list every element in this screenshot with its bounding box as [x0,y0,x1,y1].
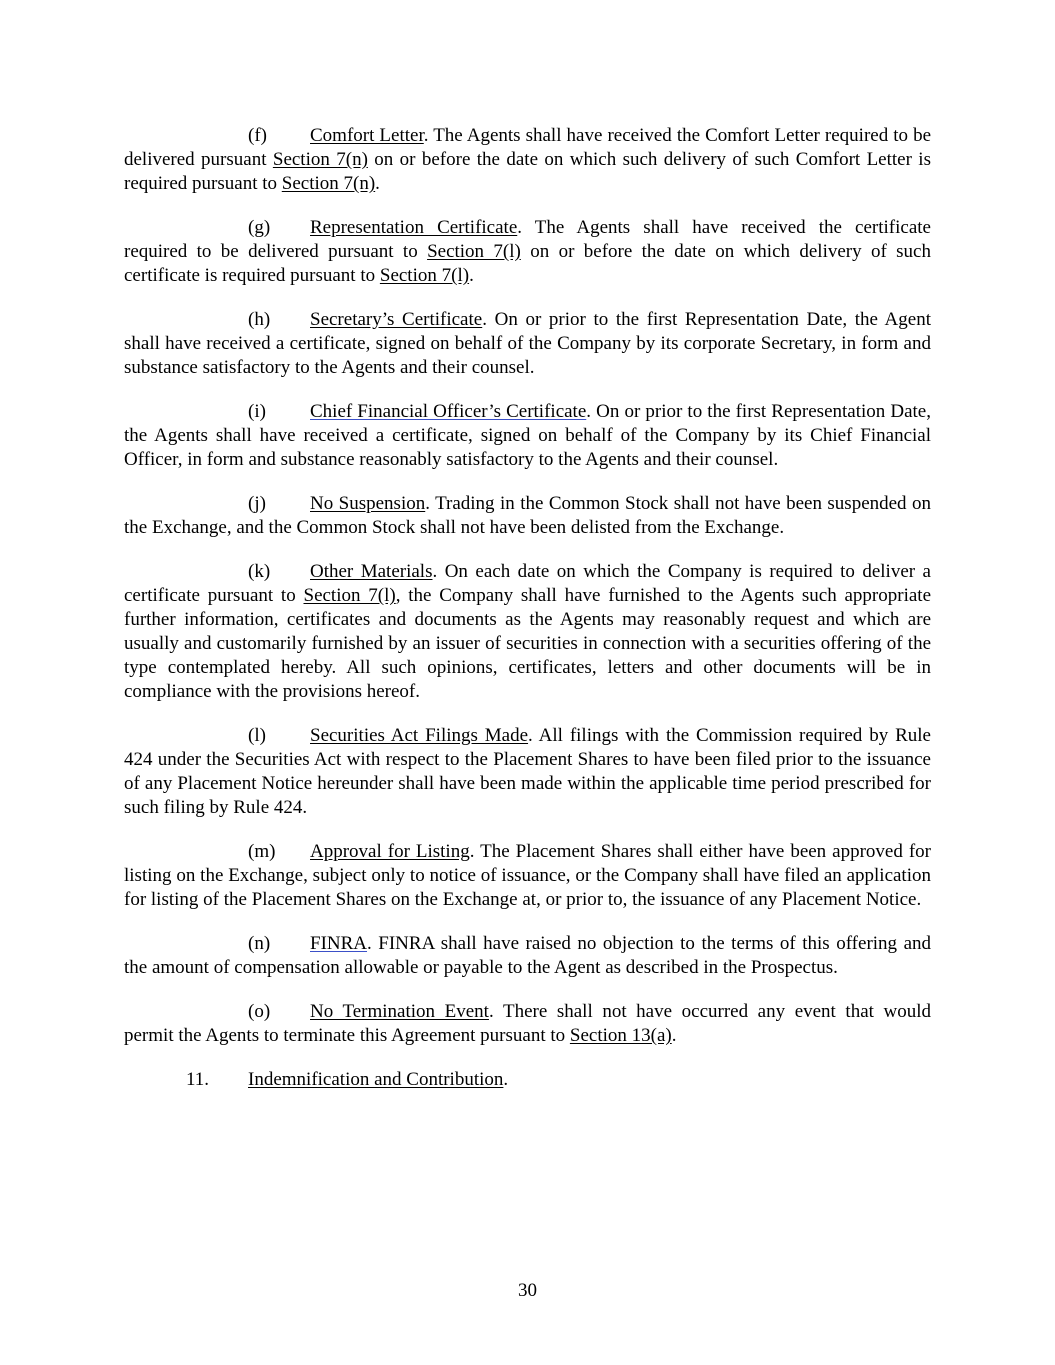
body-text: . [671,1025,677,1046]
subsection-heading: Secretary’s Certificate [310,309,483,330]
subsection-paragraph [124,124,931,196]
subsection-label: (f) [248,125,267,146]
subsection-paragraph [124,724,931,820]
subsection-label: (j) [248,493,266,514]
subsection-label: (n) [248,933,271,954]
body-text: on or before the date on which delivery of such certificate is required pursuant to [124,241,931,286]
section-title-suffix: . [503,1069,509,1090]
subsection-heading: Comfort Letter [310,125,424,146]
body-text: . The Agents shall have received the certificate required to be delivered pursuant to [124,217,931,262]
subsection-label: (m) [248,841,276,862]
subsection-heading: Representation Certificate [310,217,518,238]
section-number: 11. [186,1069,210,1090]
body-text: . FINRA shall have raised no objection to the terms of this offering and the amount of compensation allowable or payable to the Agent as described in the Prospectus. [124,933,931,978]
subsection-heading: Chief Financial Officer’s Certificate [310,401,587,422]
subsection-heading: Securities Act Filings Made [310,725,529,746]
subsection-paragraph [124,840,931,912]
page-number: 30 [518,1280,537,1301]
section-heading [186,1068,931,1092]
subsection-heading: Approval for Listing [310,841,470,862]
subsection-list [124,124,931,1048]
body-text: . [375,173,380,194]
body-text: , the Company shall have furnished to the Agents such appropriate further information, certificates and documents as the Agents may reasonably request and which are usually and customarily furnished by an issuer of securities in connection with a securities offering of the type contemplated hereby. All such opinions, certificates, letters and other documents will be in compliance with the provisions hereof. [124,585,931,702]
section-reference: Section 7(n) [272,149,368,170]
subsection-paragraph [124,216,931,288]
subsection-label: (h) [248,309,271,330]
subsection-label: (l) [248,725,266,746]
body-text: on or before the date on which such delivery of such Comfort Letter is required pursuant to [124,149,931,194]
subsection-paragraph [124,492,931,540]
body-text: . [469,265,474,286]
body-text: . On each date on which the Company is required to deliver a certificate pursuant to [124,561,931,606]
subsection-paragraph [124,932,931,980]
subsection-paragraph [124,308,931,380]
subsection-heading: No Termination Event [310,1001,489,1022]
body-text: . On or prior to the first Representation Date, the Agents shall have received a certificate, signed on behalf of the Company by its Chief Financial Officer, in form and substance reasonably satisfactory to the Agents and their counsel. [124,401,931,470]
section-reference: Section 7(l) [379,265,470,286]
section-reference: Section 7(l) [427,241,521,262]
body-text: . The Placement Shares shall either have been approved for listing on the Exchange, subject only to notice of issuance, or the Company shall have filed an application for listing of the Placement Shares on the Exchange at, or prior to, the issuance of any Placement Notice. [124,841,931,910]
subsection-label: (i) [248,401,266,422]
subsection-label: (k) [248,561,271,582]
body-text: . The Agents shall have received the Comfort Letter required to be delivered pursuant [124,125,932,170]
document-body [124,124,931,1092]
subsection-label: (g) [248,217,271,238]
subsection-heading: FINRA [310,933,368,954]
section-title: Indemnification and Contribution [248,1069,504,1090]
subsection-paragraph [124,1000,931,1048]
body-text: . There shall not have occurred any event that would permit the Agents to terminate this Agreement pursuant to [124,1001,931,1046]
body-text: . Trading in the Common Stock shall not have been suspended on the Exchange, and the Common Stock shall not have been delisted from the Exchange. [124,493,931,538]
section-reference: Section 7(l) [303,585,396,606]
body-text: . All filings with the Commission required by Rule 424 under the Securities Act with respect to the Placement Shares to have been filed prior to the issuance of any Placement Notice hereunder shall have been made within the applicable time period prescribed for such filing by Rule 424. [124,725,931,818]
subsection-paragraph [124,560,931,704]
subsection-heading: No Suspension [310,493,426,514]
subsection-label: (o) [248,1001,271,1022]
subsection-paragraph [124,400,931,472]
section-reference: Section 7(n) [281,173,376,194]
body-text: . On or prior to the first Representation Date, the Agent shall have received a certificate, signed on behalf of the Company by its corporate Secretary, in form and substance satisfactory to the Agents and their counsel. [124,309,931,378]
subsection-heading: Other Materials [310,561,433,582]
section-reference: Section 13(a) [569,1025,672,1046]
